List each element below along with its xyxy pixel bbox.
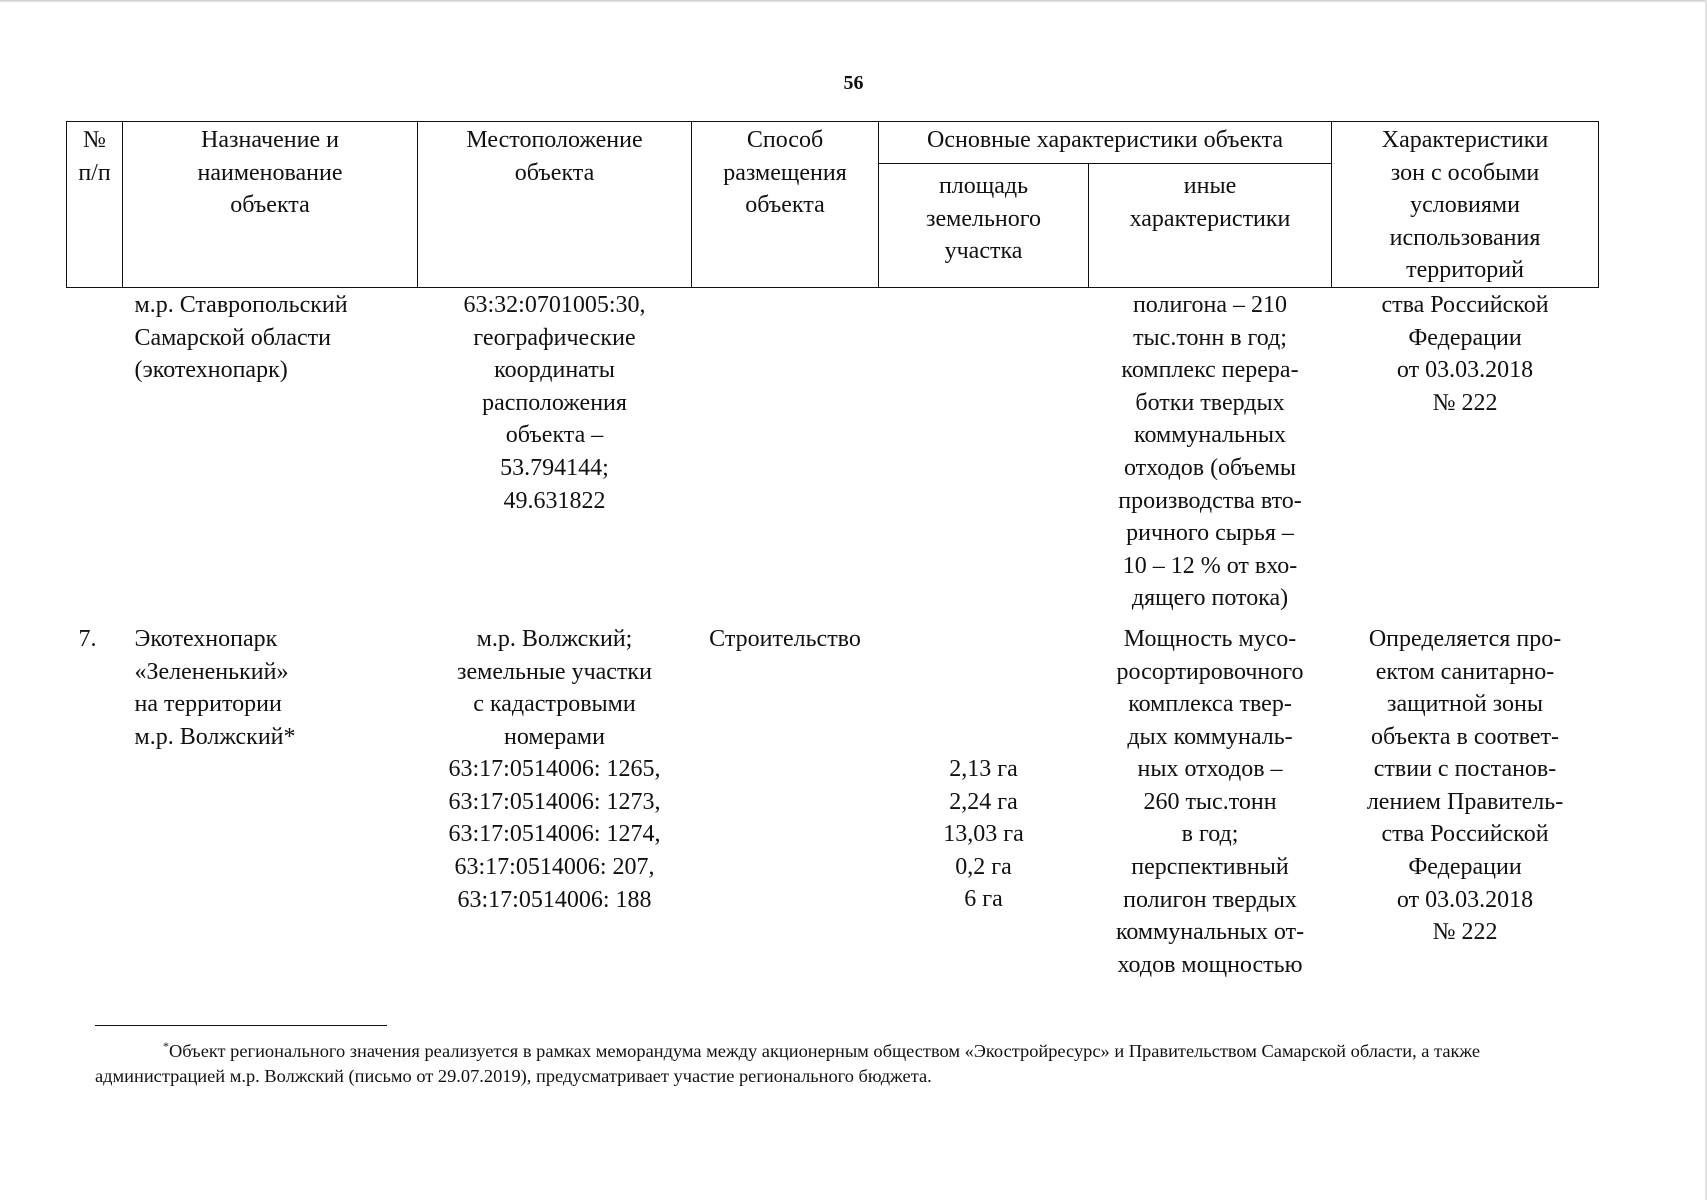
- table-row: [67, 623, 1599, 982]
- cell-name: Экотехнопарк «Зелененький» на территории м.р. Волжский*: [134, 625, 296, 750]
- footnote-rule: [95, 1025, 387, 1026]
- header-zones: Характеристики зон с особыми условиями использования территорий: [1332, 122, 1599, 288]
- cell-name: м.р. Ставропольский Самарской области (экотехнопарк): [134, 291, 348, 384]
- header-main-characteristics: Основные характеристики объекта: [879, 122, 1332, 164]
- cell-method: Строительство: [709, 625, 861, 652]
- cell-other: Мощность мусо- росортировочного комплекса твер- дых коммуналь- ных отходов – 260 тыс.тонн в год; перспективный полигон твердых коммунальных от- ходов мощностью: [1115, 625, 1305, 978]
- header-method: Способ размещения объекта: [692, 122, 879, 288]
- cell-location: 63:32:0701005:30, географические координаты расположения объекта – 53.794144; 49.631822: [463, 291, 646, 514]
- header-other: иные характеристики: [1089, 164, 1332, 288]
- footnote-marker: *: [163, 1039, 169, 1053]
- table-row: [67, 287, 1599, 622]
- area-list: 2,13 га 2,24 га 13,03 га 0,2 га 6 га: [943, 755, 1024, 913]
- register-table: [66, 121, 1599, 981]
- header-location: Местоположение объекта: [418, 122, 692, 288]
- table-header: [67, 122, 1599, 288]
- page-number: 56: [843, 72, 864, 94]
- cell-zones: ства Российской Федерации от 03.03.2018 № 222: [1381, 291, 1549, 416]
- header-name: Назначение и наименование объекта: [123, 122, 418, 288]
- cell-num: [67, 287, 123, 622]
- cell-other: полигона – 210 тыс.тонн в год; комплекс перера- ботки твердых коммунальных отходов (объемы производства вто- ричного сырья – 10 – 12 % от вхо- дящего потока): [1118, 291, 1302, 612]
- cell-method: [692, 287, 879, 622]
- cell-location: м.р. Волжский; земельные участки с кадастровыми номерами 63:17:0514006: 1265, 63:17:0514006: 1273, 63:17:0514006: 1274, 63:17:0514006: 207, 63:17:0514006: 188: [448, 625, 661, 913]
- cell-area: [879, 287, 1089, 622]
- cell-num: 7.: [78, 625, 97, 652]
- footnote: [95, 1034, 1595, 1089]
- header-area: площадь земельного участка: [879, 164, 1089, 288]
- scan-edge-top: [0, 0, 1707, 3]
- footnote-text: Объект регионального значения реализуется в рамках меморандума между акционерным обществом «Экостройресурс» и Правительством Самарской области, а также администрацией м.р. Волжский (письмо от 29.07.2019), предусматривает участие регионального бюджета.: [95, 1041, 1481, 1087]
- cell-area: [879, 623, 1089, 982]
- header-num: № п/п: [67, 122, 123, 288]
- cell-zones: Определяется про- ектом санитарно- защитной зоны объекта в соответ- ствии с постанов- лением Правитель- ства Российской Федерации от 03.03.2018 № 222: [1366, 625, 1564, 946]
